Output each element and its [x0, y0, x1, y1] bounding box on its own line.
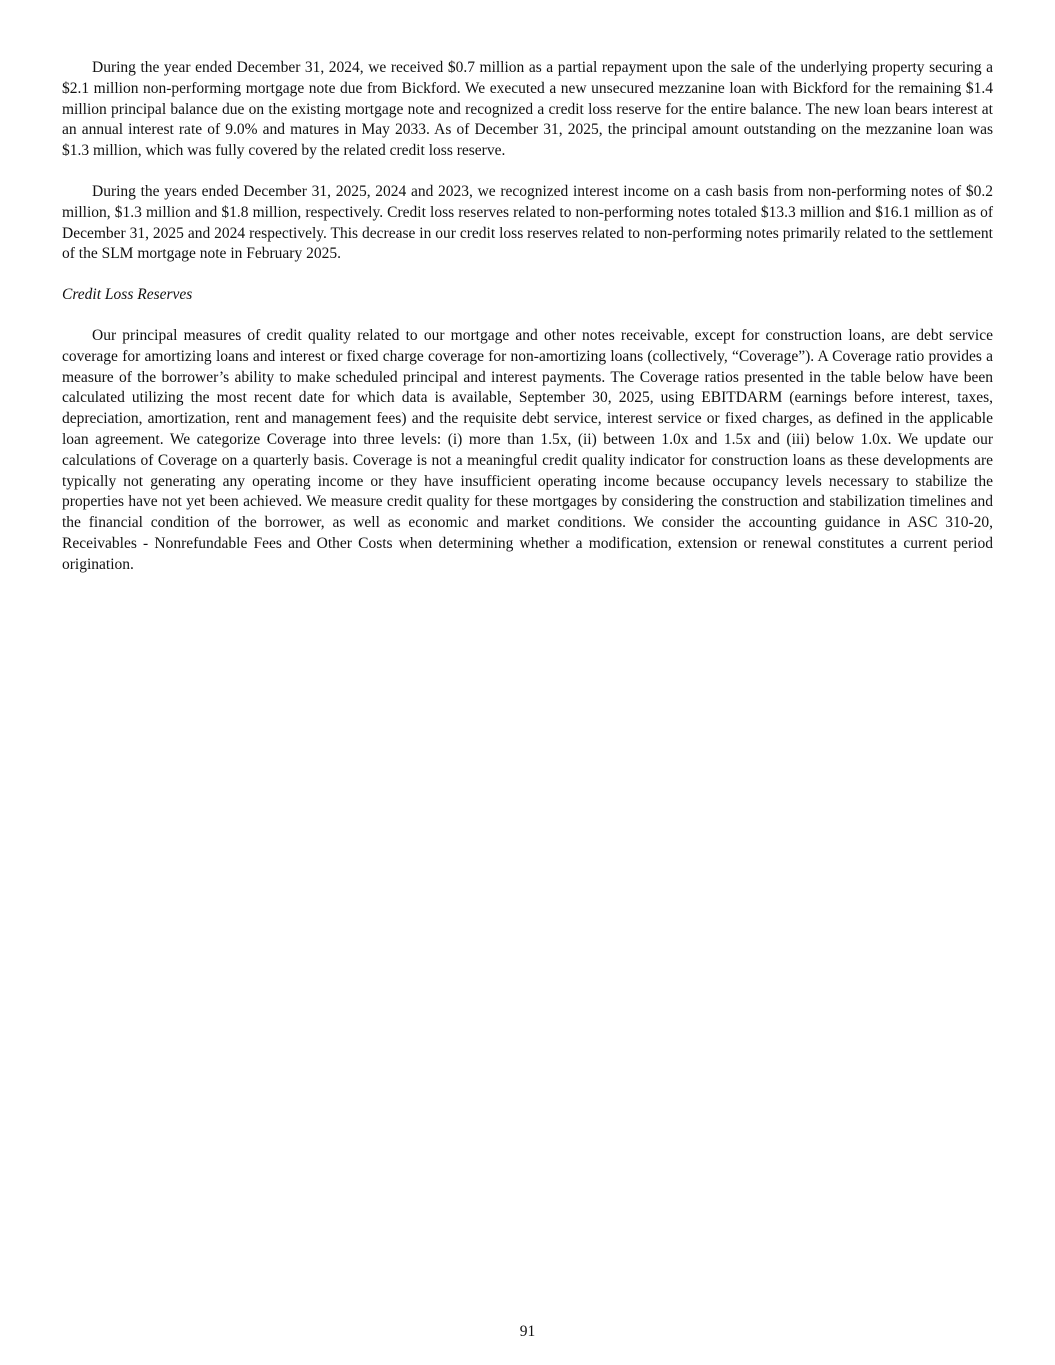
paragraph-credit-quality: Our principal measures of credit quality related to our mortgage and other notes receivable, except for construction loans, are debt service coverage for amortizing loans and interest or fixed charge coverage for non-amortizing loans (collectively, “Coverage”). A Coverage ratio provides a measure of the borrower’s ability to make scheduled principal and interest payments. The Coverage ratios presented in the table below have been calculated utilizing the most recent date for which data is available, September 30, 2025, using EBITDARM (earnings before interest, taxes, depreciation, amortization, rent and management fees) and the requisite debt service, interest service or fixed charges, as defined in the applicable loan agreement. We categorize Coverage into three levels: (i) more than 1.5x, (ii) between 1.0x and 1.5x and (iii) below 1.0x. We update our calculations of Coverage on a quarterly basis. Coverage is not a meaningful credit quality indicator for construction loans as these developments are typically not generating any operating income or they have insufficient operating income because occupancy levels necessary to stabilize the properties have not yet been achieved. We measure credit quality for these mortgages by considering the construction and stabilization timelines and the financial condition of the borrower, as well as economic and market conditions. We consider the accounting guidance in ASC 310-20, Receivables - Nonrefundable Fees and Other Costs when determining whether a modification, extension or renewal constitutes a current period origination. — [62, 326, 993, 573]
page-number: 91 — [519, 1323, 536, 1340]
section-heading-credit-loss-reserves: Credit Loss Reserves — [62, 286, 193, 304]
document-body — [62, 58, 993, 596]
paragraph-interest-income: During the years ended December 31, 2025, 2024 and 2023, we recognized interest income on a cash basis from non-performing notes of $0.2 million, $1.3 million and $1.8 million, respectively. Credit loss reserves related to non-performing notes totaled $13.3 million and $16.1 million as of December 31, 2025 and 2024 respectively. This decrease in our credit loss reserves related to non-performing notes primarily related to the settlement of the SLM mortgage note in February 2025. — [62, 182, 993, 263]
paragraph-bickford-loan: During the year ended December 31, 2024, we received $0.7 million as a partial repayment upon the sale of the underlying property securing a $2.1 million non-performing mortgage note due from Bickford. We executed a new unsecured mezzanine loan with Bickford for the remaining $1.4 million principal balance due on the existing mortgage note and recognized a credit loss reserve for the entire balance. The new loan bears interest at an annual interest rate of 9.0% and matures in May 2033. As of December 31, 2025, the principal amount outstanding on the mezzanine loan was $1.3 million, which was fully covered by the related credit loss reserve. — [62, 59, 993, 160]
